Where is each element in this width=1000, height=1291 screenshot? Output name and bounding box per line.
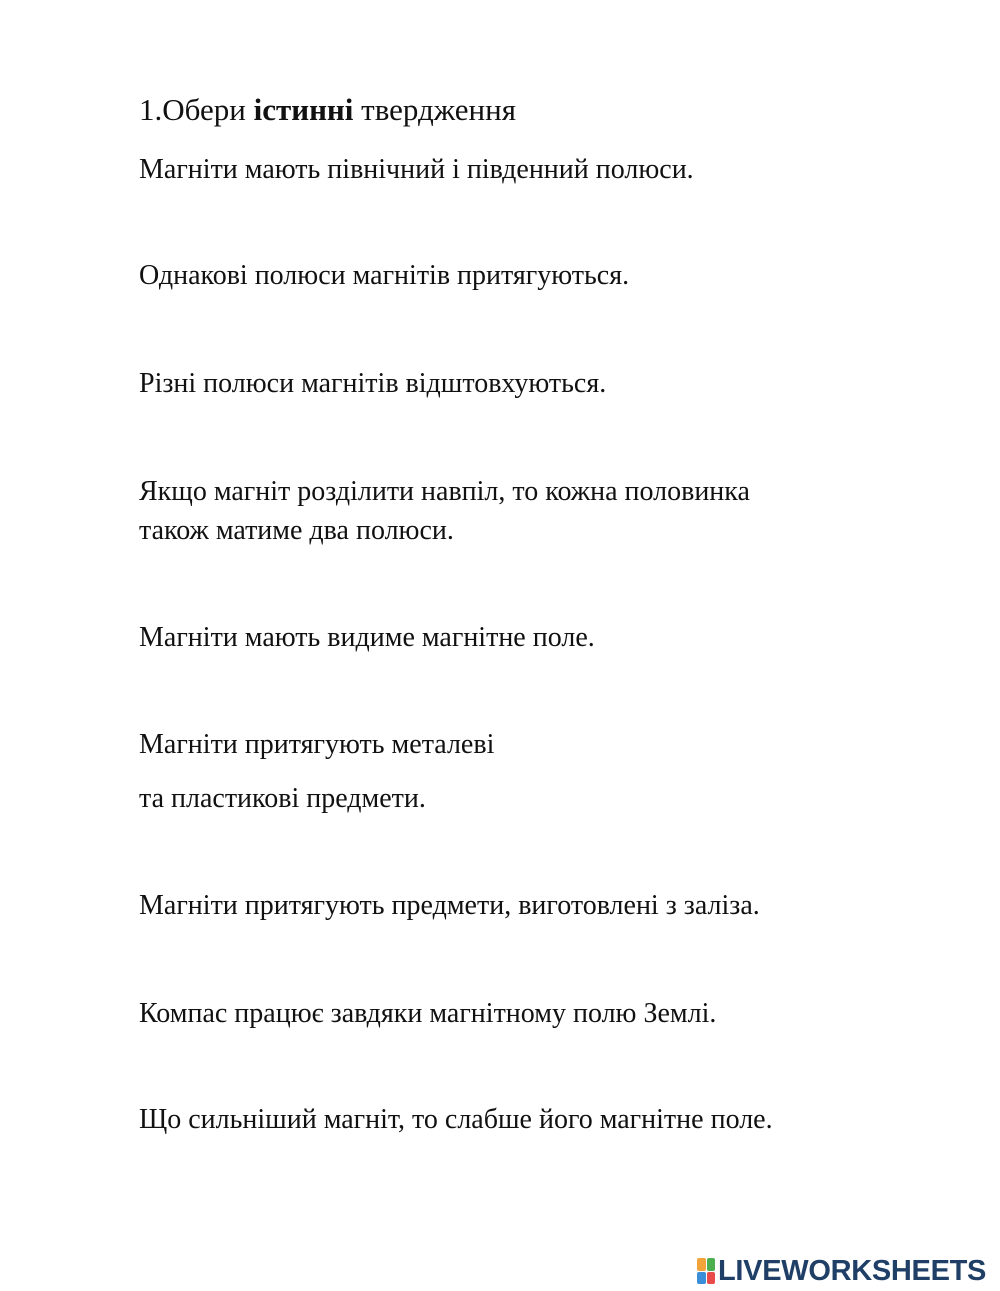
liveworksheets-watermark [697,1255,986,1287]
statement-8[interactable]: Компас працює завдяки магнітному полю Землі. [139,998,717,1029]
statement-3[interactable]: Різні полюси магнітів відштовхуються. [139,368,607,399]
logo-block-2 [707,1258,716,1271]
title-prefix: 1.Обери [139,92,254,127]
statement-7[interactable]: Магніти притягують предмети, виготовлені з заліза. [139,890,760,921]
title-emphasis: істинні [253,92,354,127]
statement-4-line-1[interactable]: Якщо магніт розділити навпіл, то кожна половинка [139,476,750,507]
statement-2[interactable]: Однакові полюси магнітів притягуються. [139,260,630,291]
statement-6-line-2[interactable]: та пластикові предмети. [139,783,426,814]
page-title [139,90,516,130]
title-suffix: твердження [353,92,516,127]
logo-block-1 [697,1258,706,1271]
statement-4-line-2[interactable]: також матиме два полюси. [139,515,454,546]
statement-6-line-1[interactable]: Магніти притягують металеві [139,729,495,760]
statement-1[interactable]: Магніти мають північний і південний полюси. [139,154,694,185]
statement-9[interactable]: Що сильніший магніт, то слабше його магнітне поле. [139,1104,773,1135]
logo-block-3 [697,1272,706,1285]
liveworksheets-logo-icon [697,1258,715,1284]
statement-5[interactable]: Магніти мають видиме магнітне поле. [139,622,595,653]
liveworksheets-logo-text: LIVEWORKSHEETS [718,1255,987,1287]
logo-block-4 [707,1272,716,1285]
